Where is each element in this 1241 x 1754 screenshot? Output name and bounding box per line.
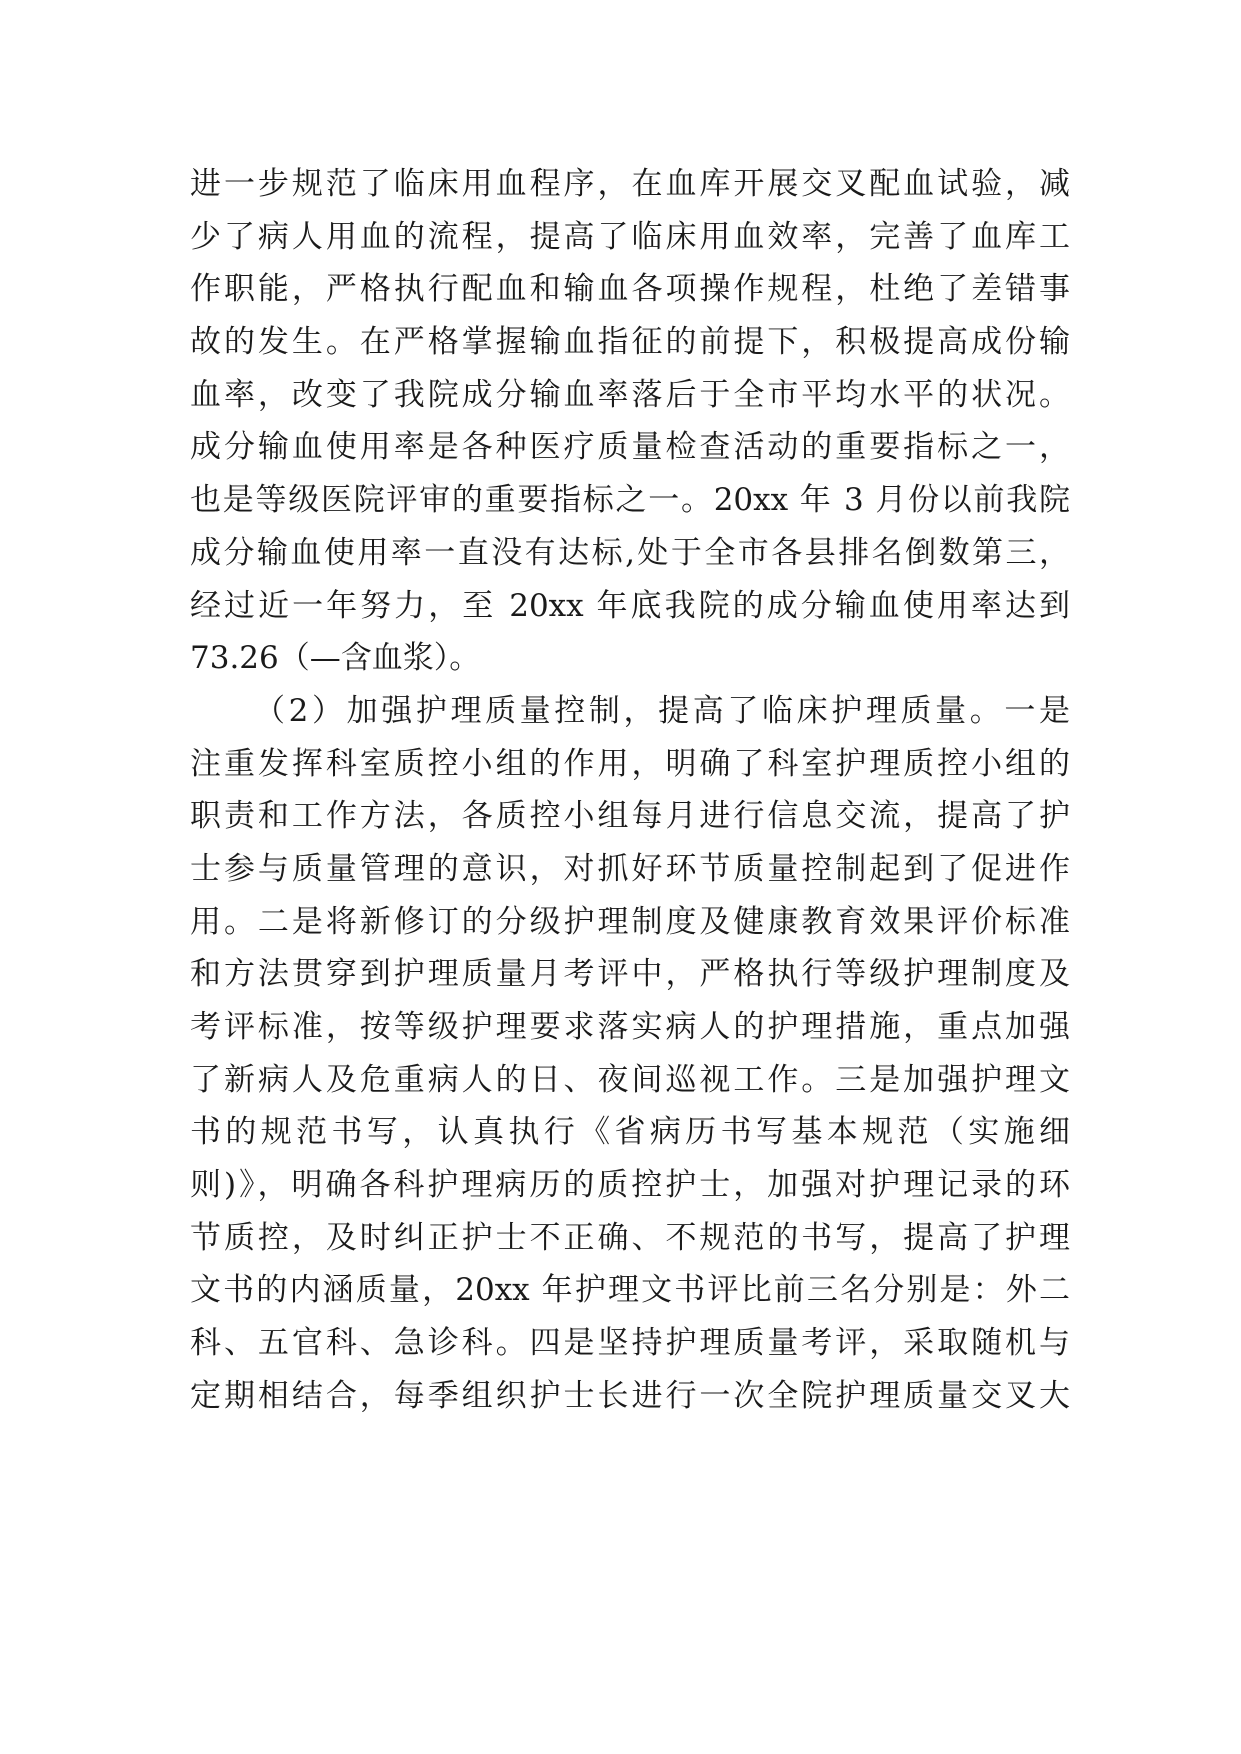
text-line: 职责和工作方法，各质控小组每月进行信息交流，提高了护 [190, 798, 1070, 835]
text-line: 科、五官科、急诊科。四是坚持护理质量考评，采取随机与 [190, 1325, 1070, 1362]
text-line: 和方法贯穿到护理质量月考评中，严格执行等级护理制度及 [190, 956, 1070, 993]
text-line: 也是等级医院评审的重要指标之一。20xx 年 3 月份以前我院 [190, 482, 1070, 519]
text-line: 书的规范书写，认真执行《省病历书写基本规范（实施细 [190, 1114, 1070, 1151]
text-line: 士参与质量管理的意识，对抓好环节质量控制起到了促进作 [190, 850, 1070, 887]
text-line: 注重发挥科室质控小组的作用，明确了科室护理质控小组的 [190, 745, 1070, 782]
paragraph-first-line: （2）加强护理质量控制，提高了临床护理质量。一是 [254, 692, 1070, 729]
text-line: 进一步规范了临床用血程序，在血库开展交叉配血试验，减 [190, 166, 1070, 202]
text-line: 故的发生。在严格掌握输血指征的前提下，积极提高成份输 [190, 324, 1070, 361]
text-line: 节质控，及时纠正护士不正确、不规范的书写，提高了护理 [190, 1219, 1070, 1256]
text-line: 经过近一年努力，至 20xx 年底我院的成分输血使用率达到 [190, 587, 1070, 624]
text-line: 了新病人及危重病人的日、夜间巡视工作。三是加强护理文 [190, 1061, 1070, 1098]
text-line: 考评标准，按等级护理要求落实病人的护理措施，重点加强 [190, 1009, 1070, 1045]
text-line: 73.26（—含血浆）。 [190, 640, 481, 677]
text-line: 用。二是将新修订的分级护理制度及健康教育效果评价标准 [190, 903, 1070, 940]
text-line: 作职能，严格执行配血和输血各项操作规程，杜绝了差错事 [190, 271, 1070, 308]
text-line: 血率，改变了我院成分输血率落后于全市平均水平的状况。 [190, 376, 1070, 413]
text-line: 成分输血使用率一直没有达标,处于全市各县排名倒数第三， [190, 534, 1070, 571]
body-text [190, 158, 1070, 1423]
text-line: 少了病人用血的流程，提高了临床用血效率，完善了血库工 [190, 218, 1070, 255]
text-line: 文书的内涵质量，20xx 年护理文书评比前三名分别是：外二 [190, 1272, 1070, 1309]
text-line: 则)》，明确各科护理病历的质控护士，加强对护理记录的环 [190, 1167, 1070, 1204]
text-line: 成分输血使用率是各种医疗质量检查活动的重要指标之一， [190, 429, 1070, 466]
text-line: 定期相结合，每季组织护士长进行一次全院护理质量交叉大 [190, 1377, 1070, 1414]
